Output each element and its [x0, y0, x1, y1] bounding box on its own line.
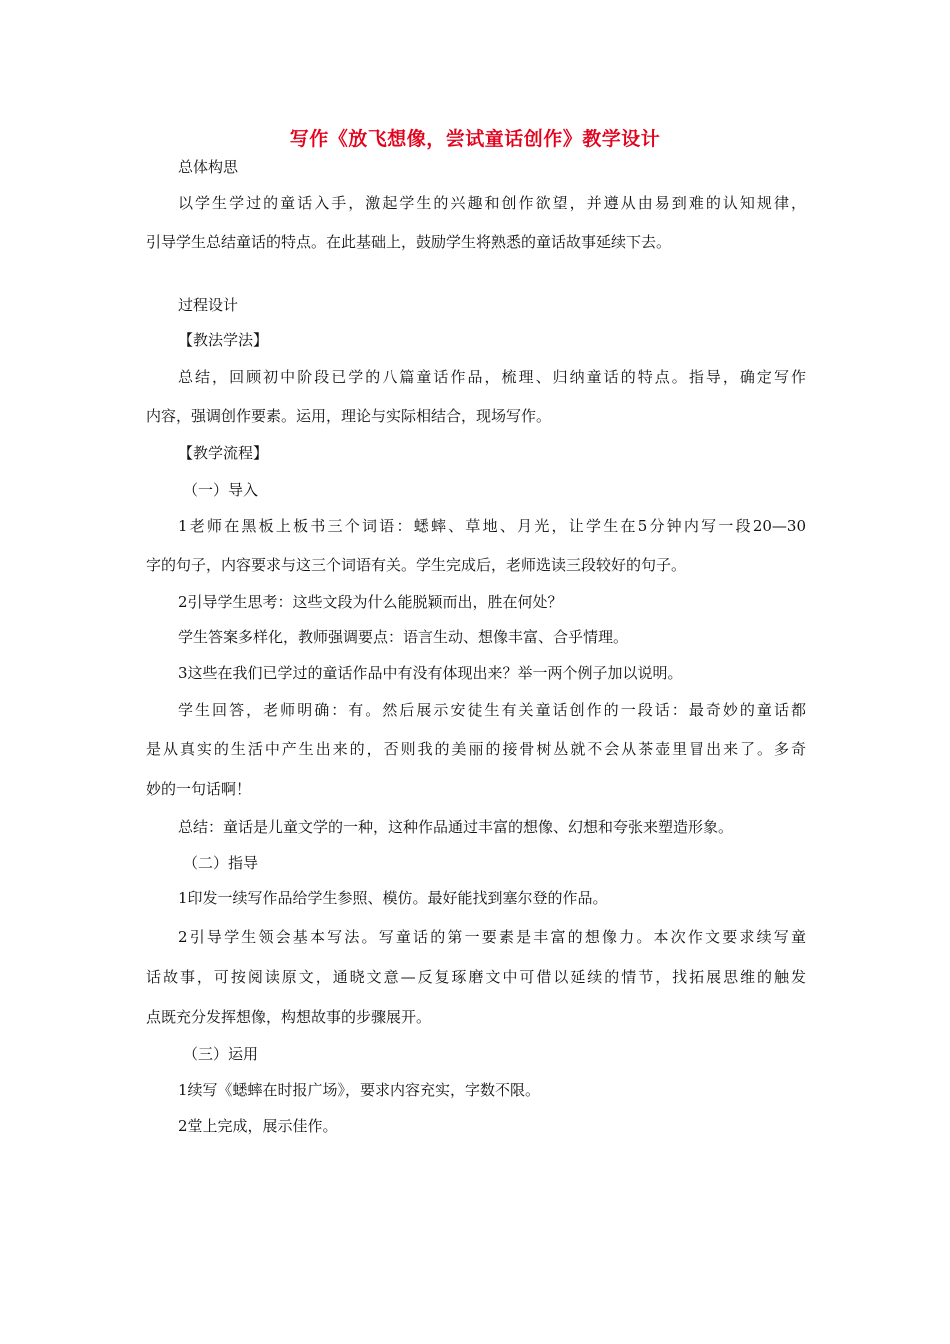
- paragraph-line: 学生答案多样化，教师强调要点：语言生动、想像丰富、合乎情理。: [178, 628, 629, 646]
- paragraph-line: 1老师在黑板上板书三个词语：蟋蟀、草地、月光，让学生在5分钟内写一段20—30: [178, 517, 806, 535]
- paragraph-line: 1印发一续写作品给学生参照、模仿。最好能找到塞尔登的作品。: [178, 889, 608, 907]
- paragraph-line: 引导学生总结童话的特点。在此基础上，鼓励学生将熟悉的童话故事延续下去。: [146, 233, 672, 251]
- section-heading-teaching-process: 【教学流程】: [178, 444, 269, 462]
- paragraph-line: 学生回答，老师明确：有。然后展示安徒生有关童话创作的一段话：最奇妙的童话都: [178, 701, 806, 719]
- paragraph-line: 内容，强调创作要素。运用，理论与实际相结合，现场写作。: [146, 407, 552, 425]
- paragraph-line: 是从真实的生活中产生出来的，否则我的美丽的接骨树丛就不会从茶壶里冒出来了。多奇: [146, 740, 806, 758]
- paragraph-line: 话故事，可按阅读原文，通晓文意—反复琢磨文中可借以延续的情节，找拓展思维的触发: [146, 968, 806, 986]
- paragraph-line: 2引导学生领会基本写法。写童话的第一要素是丰富的想像力。本次作文要求续写童: [178, 928, 806, 946]
- subsection-heading-guidance: （二）指导: [183, 854, 259, 872]
- paragraph-line: 总结：童话是儿童文学的一种，这种作品通过丰富的想像、幻想和夸张来塑造形象。: [178, 818, 734, 836]
- subsection-heading-introduction: （一）导入: [183, 481, 259, 499]
- paragraph-line: 以学生学过的童话入手，激起学生的兴趣和创作欲望，并遵从由易到难的认知规律，: [178, 194, 806, 212]
- paragraph-line: 1续写《蟋蟀在时报广场》，要求内容充实，字数不限。: [178, 1081, 541, 1099]
- paragraph-line: 2引导学生思考：这些文段为什么能脱颖而出，胜在何处？: [178, 593, 563, 611]
- document-title: 写作《放飞想像，尝试童话创作》教学设计: [289, 128, 661, 150]
- subsection-heading-application: （三）运用: [183, 1045, 259, 1063]
- paragraph-line: 3这些在我们已学过的童话作品中有没有体现出来？举一两个例子加以说明。: [178, 664, 683, 682]
- section-heading-process-design: 过程设计: [178, 296, 239, 314]
- paragraph-line: 点既充分发挥想像，构想故事的步骤展开。: [146, 1008, 432, 1026]
- section-heading-teaching-methods: 【教法学法】: [178, 331, 269, 349]
- paragraph-line: 总结，回顾初中阶段已学的八篇童话作品，梳理、归纳童话的特点。指导，确定写作: [178, 368, 806, 386]
- paragraph-line: 妙的一句话啊！: [146, 780, 252, 798]
- paragraph-line: 字的句子，内容要求与这三个词语有关。学生完成后，老师选读三段较好的句子。: [146, 556, 687, 574]
- paragraph-line: 2堂上完成，展示佳作。: [178, 1117, 338, 1135]
- section-heading-overall-idea: 总体构思: [178, 158, 239, 176]
